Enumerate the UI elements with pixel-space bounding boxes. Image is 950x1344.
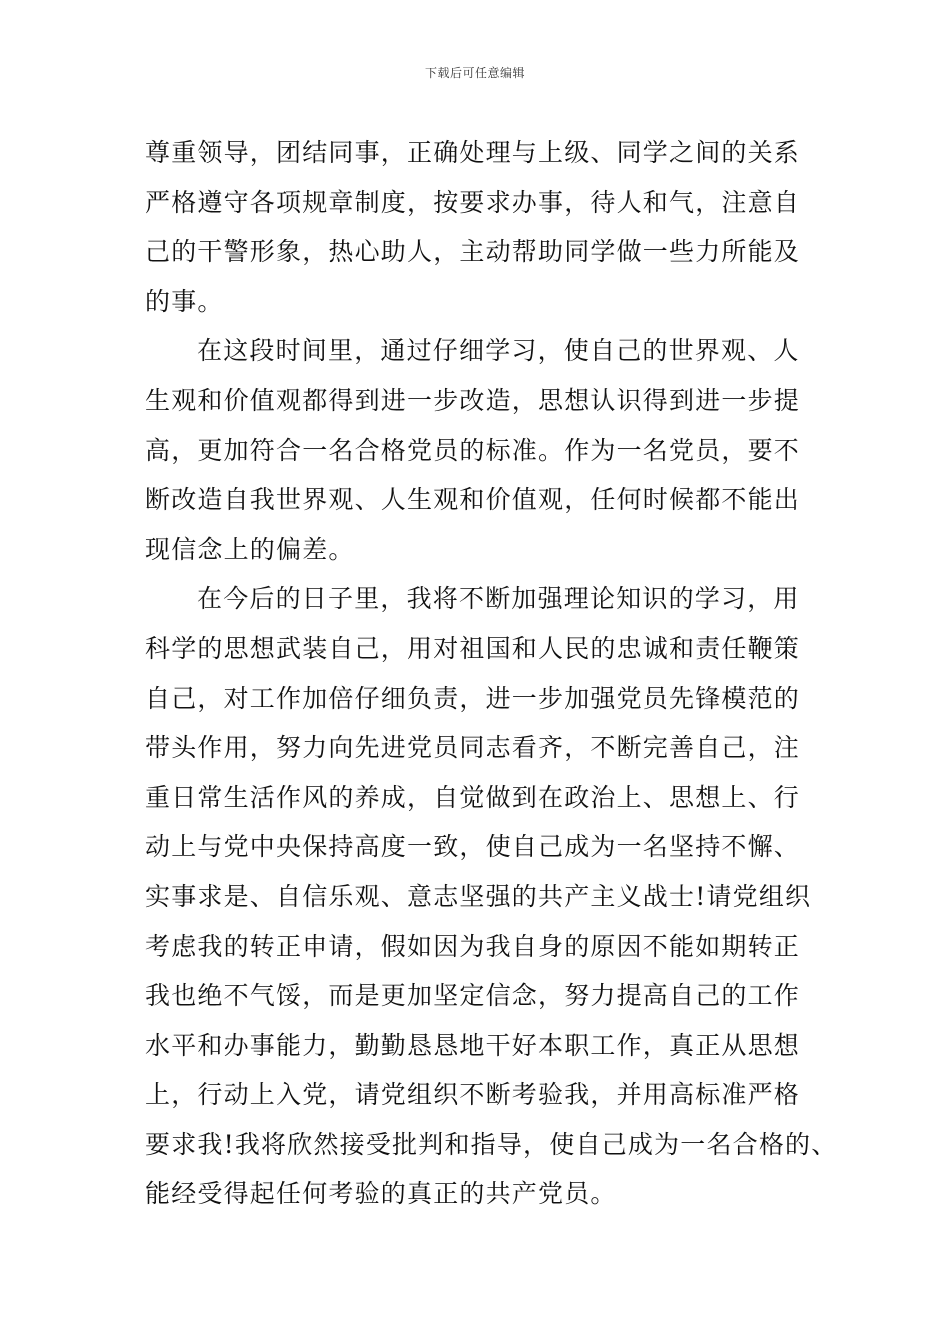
paragraph-3-line-1: 在今后的日子里，我将不断加强理论知识的学习，用 bbox=[197, 584, 800, 614]
paragraph-1-line-1: 尊重领导，团结同事，正确处理与上级、同学之间的关系 bbox=[145, 138, 801, 167]
paragraph-3-line-8: 考虑我的转正申请，假如因为我自身的原因不能如期转正 bbox=[145, 931, 801, 961]
paragraph-2-line-4: 断改造自我世界观、人生观和价值观，任何时候都不能出 bbox=[145, 485, 801, 515]
paragraph-3-line-2: 科学的思想武装自己，用对祖国和人民的忠诚和责任鞭策 bbox=[145, 633, 801, 663]
document-body bbox=[145, 128, 838, 1219]
paragraph-3-line-9: 我也绝不气馁，而是更加坚定信念，努力提高自己的工作 bbox=[145, 981, 801, 1011]
paragraph-3-line-3: 自己，对工作加倍仔细负责，进一步加强党员先锋模范的 bbox=[145, 683, 801, 713]
paragraph-3-line-7: 实事求是、自信乐观、意志坚强的共产主义战士!请党组织 bbox=[145, 881, 812, 911]
paragraph-3-line-11: 上，行动上入党，请党组织不断考验我，并用高标准严格 bbox=[145, 1080, 801, 1110]
paragraph-1-line-3: 己的干警形象，热心助人，主动帮助同学做一些力所能及 bbox=[145, 237, 801, 267]
paragraph-2-line-5: 现信念上的偏差。 bbox=[145, 534, 355, 564]
paragraph-1-line-4: 的事。 bbox=[145, 286, 224, 316]
paragraph-3-line-12: 要求我!我将欣然接受批判和指导，使自己成为一名合格的、 bbox=[145, 1129, 838, 1159]
paragraph-3-line-6: 动上与党中央保持高度一致，使自己成为一名坚持不懈、 bbox=[145, 832, 801, 862]
paragraph-2-line-3: 高，更加符合一名合格党员的标准。作为一名党员，要不 bbox=[145, 435, 801, 465]
paragraph-2-line-1: 在这段时间里，通过仔细学习，使自己的世界观、人 bbox=[197, 336, 800, 366]
paragraph-1-line-2: 严格遵守各项规章制度，按要求办事，待人和气，注意自 bbox=[145, 187, 801, 217]
paragraph-3-line-13: 能经受得起任何考验的真正的共产党员。 bbox=[145, 1179, 617, 1209]
paragraph-3-line-10: 水平和办事能力，勤勤恳恳地干好本职工作，真正从思想 bbox=[145, 1030, 801, 1060]
page-header: 下载后可任意编辑 bbox=[424, 66, 525, 80]
paragraph-2-line-2: 生观和价值观都得到进一步改造，思想认识得到进一步提 bbox=[145, 385, 801, 415]
paragraph-3-line-4: 带头作用，努力向先进党员同志看齐，不断完善自己，注 bbox=[145, 733, 801, 763]
paragraph-3-line-5: 重日常生活作风的养成，自觉做到在政治上、思想上、行 bbox=[145, 782, 801, 812]
